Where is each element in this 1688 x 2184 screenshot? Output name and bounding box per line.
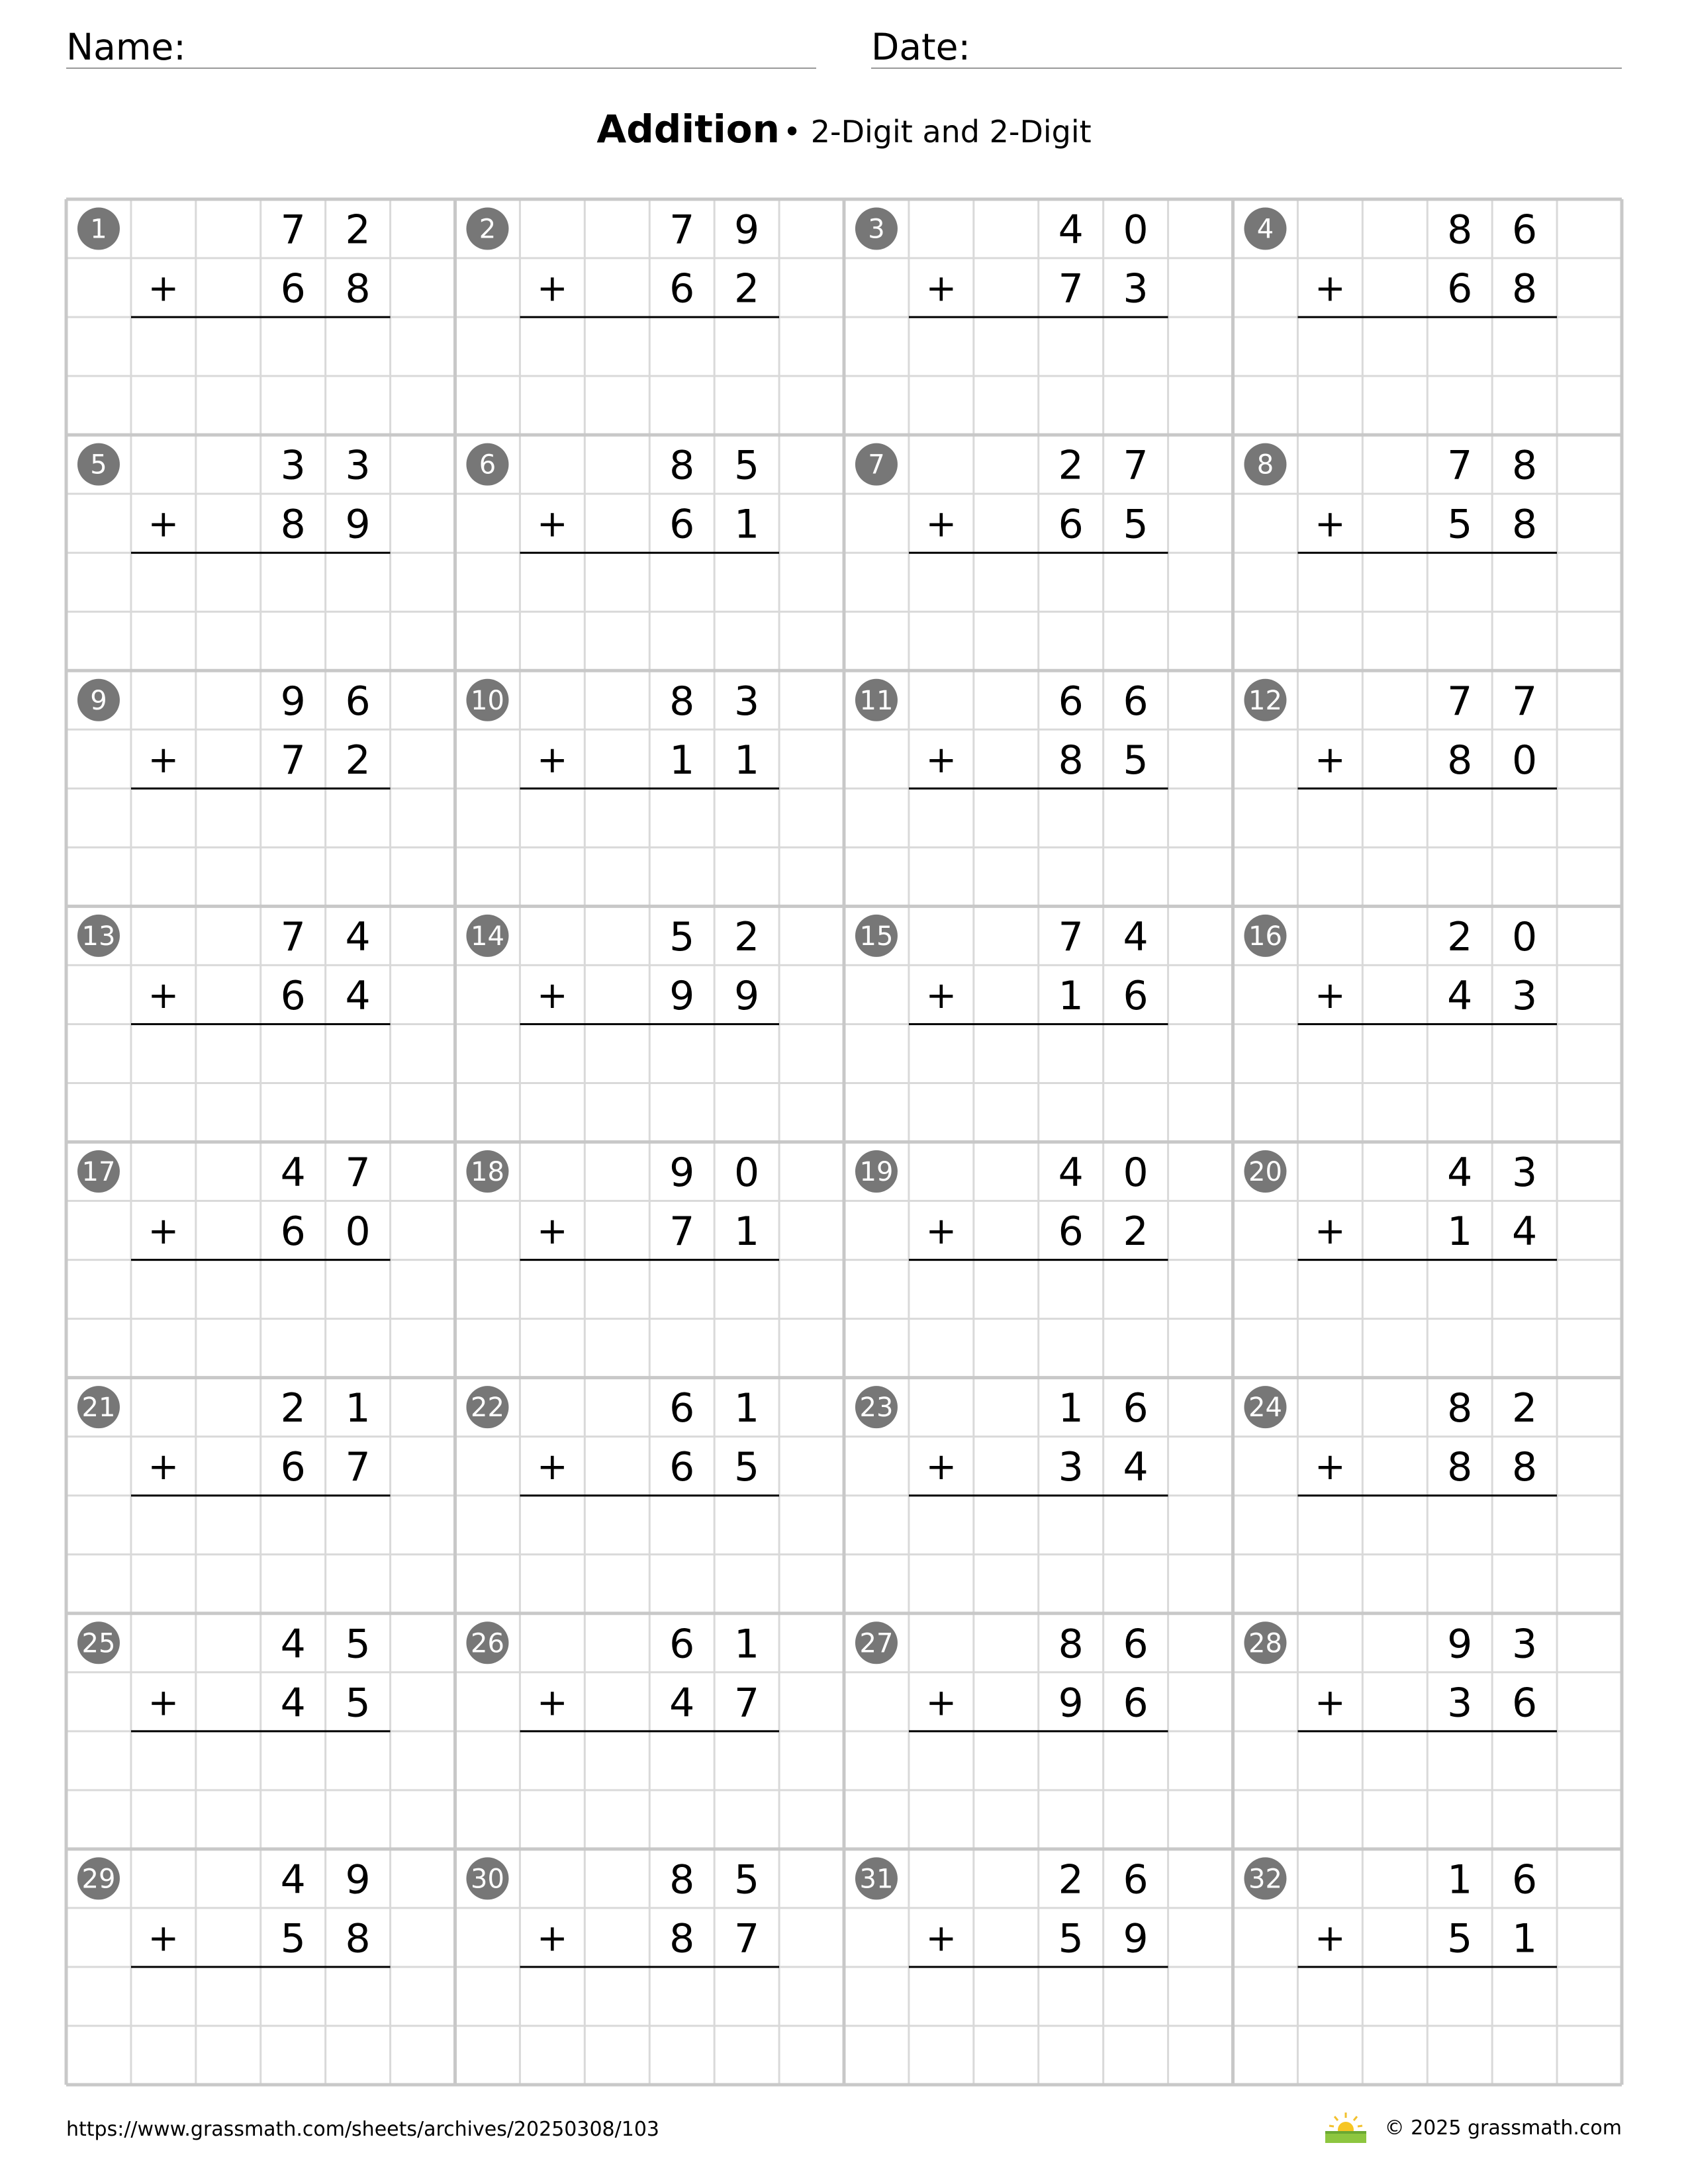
addend-top-digit: 5 [345, 1621, 371, 1668]
addend-bottom-digit: 6 [1058, 1208, 1084, 1255]
problem-number-badge [855, 1857, 898, 1899]
problem-number: 8 [1256, 449, 1274, 480]
addend-top-digit: 3 [734, 678, 760, 725]
addend-top-digit: 8 [1058, 1621, 1084, 1668]
problem-number: 15 [859, 921, 894, 952]
plus-sign: + [536, 1681, 568, 1725]
addend-top-digit: 8 [669, 442, 695, 489]
addend-top-digit: 9 [345, 1856, 371, 1903]
problem [855, 1856, 1168, 1967]
problem [466, 1385, 779, 1496]
problem-number: 18 [471, 1157, 504, 1188]
addend-bottom-digit: 7 [345, 1444, 371, 1491]
title-separator: • [782, 114, 811, 150]
addend-bottom-digit: 7 [1058, 265, 1084, 312]
addend-top-digit: 5 [734, 1856, 760, 1903]
plus-sign: + [148, 1681, 179, 1725]
plus-sign: + [925, 1445, 957, 1489]
addend-top-digit: 7 [280, 206, 306, 253]
addend-top-digit: 3 [1512, 1621, 1538, 1668]
addend-bottom-digit: 5 [1123, 737, 1149, 784]
date-label: Date: [871, 26, 970, 68]
plus-sign: + [148, 1917, 179, 1960]
problem-number-badge [77, 1386, 120, 1428]
plus-sign: + [925, 1681, 957, 1725]
problem-number: 17 [81, 1157, 116, 1188]
problem-number: 22 [471, 1392, 504, 1424]
problem [1244, 443, 1557, 553]
problem-number: 25 [81, 1628, 116, 1659]
addend-top-digit: 3 [1512, 1150, 1538, 1197]
footer-copyright: © 2025 grassmath.com [1384, 2116, 1622, 2140]
problem [77, 1621, 391, 1731]
problem [1244, 1150, 1557, 1260]
plus-sign: + [536, 1917, 568, 1960]
addend-top-digit: 4 [1058, 206, 1084, 253]
plus-sign: + [148, 1445, 179, 1489]
addend-top-digit: 6 [669, 1385, 695, 1432]
plus-sign: + [148, 502, 179, 546]
problem-number-badge [1244, 443, 1286, 486]
addend-bottom-digit: 6 [1058, 501, 1084, 548]
problem [77, 914, 391, 1024]
problem [466, 678, 779, 789]
addend-bottom-digit: 9 [669, 972, 695, 1019]
problem-number: 29 [81, 1864, 116, 1895]
plus-sign: + [925, 502, 957, 546]
problem-number-badge [77, 915, 120, 957]
addend-bottom-digit: 1 [669, 737, 695, 784]
problem-number: 23 [859, 1392, 894, 1424]
addend-top-digit: 7 [1447, 678, 1473, 725]
addend-bottom-digit: 2 [345, 737, 371, 784]
problem-number: 32 [1248, 1864, 1282, 1895]
problem-number-badge [77, 1857, 120, 1899]
problem [1244, 914, 1557, 1024]
addend-top-digit: 4 [280, 1150, 306, 1197]
problem-number-badge [1244, 679, 1286, 721]
addend-bottom-digit: 4 [1123, 1444, 1149, 1491]
problem-number-badge [77, 443, 120, 486]
addend-top-digit: 3 [280, 442, 306, 489]
problem-number: 9 [90, 685, 107, 716]
addend-bottom-digit: 1 [1447, 1208, 1473, 1255]
problem-number-badge [466, 915, 508, 957]
plus-sign: + [1314, 738, 1346, 782]
addend-top-digit: 2 [734, 913, 760, 960]
problem-number-badge [855, 915, 898, 957]
addend-bottom-digit: 6 [1512, 1680, 1538, 1727]
addend-bottom-digit: 6 [280, 972, 306, 1019]
addend-bottom-digit: 3 [1447, 1680, 1473, 1727]
addend-top-digit: 4 [1123, 913, 1149, 960]
addend-top-digit: 2 [1447, 913, 1473, 960]
title-sub: 2-Digit and 2-Digit [810, 114, 1092, 150]
addend-top-digit: 7 [1058, 913, 1084, 960]
problem [1244, 1621, 1557, 1731]
addend-bottom-digit: 5 [345, 1680, 371, 1727]
problem-number: 27 [859, 1628, 894, 1659]
addend-top-digit: 6 [1123, 678, 1149, 725]
addend-top-digit: 4 [280, 1856, 306, 1903]
addend-top-digit: 2 [1512, 1385, 1538, 1432]
plus-sign: + [1314, 267, 1346, 310]
addend-bottom-digit: 7 [280, 737, 306, 784]
addend-bottom-digit: 6 [669, 1444, 695, 1491]
problem [1244, 678, 1557, 789]
addend-top-digit: 7 [345, 1150, 371, 1197]
sun-over-grass-icon [1323, 2111, 1369, 2144]
addend-bottom-digit: 6 [1123, 972, 1149, 1019]
plus-sign: + [536, 1210, 568, 1253]
addend-top-digit: 7 [1123, 442, 1149, 489]
plus-sign: + [1314, 1445, 1346, 1489]
problem-number: 30 [471, 1864, 504, 1895]
addend-top-digit: 1 [345, 1385, 371, 1432]
problem-number-badge [855, 1621, 898, 1664]
footer-brand [1323, 2111, 1622, 2144]
addend-bottom-digit: 7 [734, 1915, 760, 1962]
addend-top-digit: 2 [1058, 442, 1084, 489]
addend-top-digit: 6 [1512, 1856, 1538, 1903]
addend-bottom-digit: 1 [1058, 972, 1084, 1019]
addend-top-digit: 5 [734, 442, 760, 489]
problem-number-badge [77, 1150, 120, 1193]
addend-bottom-digit: 1 [734, 737, 760, 784]
problem [466, 207, 779, 318]
addend-top-digit: 3 [345, 442, 371, 489]
problem [77, 1856, 391, 1967]
problem-number: 28 [1248, 1628, 1282, 1659]
addend-bottom-digit: 5 [734, 1444, 760, 1491]
problem-number-badge [1244, 1150, 1286, 1193]
problem-number-badge [466, 1857, 508, 1899]
addend-top-digit: 8 [1512, 442, 1538, 489]
addend-top-digit: 6 [345, 678, 371, 725]
addend-bottom-digit: 8 [345, 265, 371, 312]
addend-top-digit: 4 [1447, 1150, 1473, 1197]
addend-top-digit: 8 [1447, 1385, 1473, 1432]
problem-number-badge [466, 679, 508, 721]
problem-number-badge [855, 208, 898, 250]
footer-url: https://www.grassmath.com/sheets/archives/20250308/103 [66, 2118, 660, 2141]
addend-top-digit: 8 [669, 1856, 695, 1903]
addend-top-digit: 7 [280, 913, 306, 960]
name-label: Name: [66, 26, 186, 68]
addend-bottom-digit: 8 [280, 501, 306, 548]
addend-bottom-digit: 8 [1512, 1444, 1538, 1491]
plus-sign: + [536, 738, 568, 782]
problem-number: 12 [1248, 685, 1282, 716]
problem [77, 678, 391, 789]
addend-top-digit: 4 [345, 913, 371, 960]
addend-bottom-digit: 6 [669, 501, 695, 548]
problem-number-badge [77, 679, 120, 721]
problem [466, 443, 779, 553]
problem [77, 207, 391, 318]
problem [466, 1621, 779, 1731]
problem-number-badge [855, 1150, 898, 1193]
addend-bottom-digit: 7 [734, 1680, 760, 1727]
addend-top-digit: 7 [1512, 678, 1538, 725]
addend-top-digit: 2 [1058, 1856, 1084, 1903]
problem-number-badge [77, 208, 120, 250]
problem-number: 7 [868, 449, 885, 480]
plus-sign: + [536, 267, 568, 310]
addend-top-digit: 6 [669, 1621, 695, 1668]
addend-bottom-digit: 2 [734, 265, 760, 312]
addend-bottom-digit: 8 [1447, 1444, 1473, 1491]
problem-number-badge [855, 679, 898, 721]
addend-top-digit: 0 [1123, 1150, 1149, 1197]
addend-top-digit: 0 [734, 1150, 760, 1197]
problem [1244, 207, 1557, 318]
problem [1244, 1385, 1557, 1496]
addend-top-digit: 9 [734, 206, 760, 253]
plus-sign: + [148, 267, 179, 310]
addend-top-digit: 8 [1447, 206, 1473, 253]
addend-bottom-digit: 3 [1058, 1444, 1084, 1491]
addend-bottom-digit: 4 [280, 1680, 306, 1727]
addend-bottom-digit: 6 [280, 1208, 306, 1255]
problem-number-badge [466, 1621, 508, 1664]
problem-number-badge [1244, 1386, 1286, 1428]
addend-top-digit: 1 [734, 1621, 760, 1668]
addend-bottom-digit: 4 [1447, 972, 1473, 1019]
problem-number: 24 [1248, 1392, 1282, 1424]
problem [77, 1150, 391, 1260]
addend-bottom-digit: 9 [345, 501, 371, 548]
problem-number-badge [1244, 915, 1286, 957]
addend-bottom-digit: 6 [280, 265, 306, 312]
problem [77, 443, 391, 553]
plus-sign: + [148, 738, 179, 782]
plus-sign: + [148, 1210, 179, 1253]
addend-bottom-digit: 3 [1512, 972, 1538, 1019]
addend-top-digit: 7 [669, 206, 695, 253]
addend-bottom-digit: 8 [1447, 737, 1473, 784]
addend-bottom-digit: 9 [1123, 1915, 1149, 1962]
problem-number-badge [466, 208, 508, 250]
addend-bottom-digit: 5 [280, 1915, 306, 1962]
addend-bottom-digit: 8 [1512, 501, 1538, 548]
problem-number-badge [466, 1150, 508, 1193]
problem-number-badge [1244, 208, 1286, 250]
problem-number-badge [1244, 1857, 1286, 1899]
addend-bottom-digit: 8 [669, 1915, 695, 1962]
addend-top-digit: 8 [669, 678, 695, 725]
plus-sign: + [925, 267, 957, 310]
addend-bottom-digit: 1 [1512, 1915, 1538, 1962]
problem-number-badge [855, 443, 898, 486]
addend-bottom-digit: 8 [345, 1915, 371, 1962]
addend-bottom-digit: 8 [1512, 265, 1538, 312]
addend-bottom-digit: 7 [669, 1208, 695, 1255]
problem-number: 14 [471, 921, 504, 952]
addend-bottom-digit: 5 [1058, 1915, 1084, 1962]
addend-bottom-digit: 0 [1512, 737, 1538, 784]
addend-top-digit: 0 [1512, 913, 1538, 960]
addend-bottom-digit: 6 [280, 1444, 306, 1491]
problem [855, 678, 1168, 789]
plus-sign: + [148, 974, 179, 1017]
problem [855, 1385, 1168, 1496]
problem [466, 1856, 779, 1967]
plus-sign: + [536, 1445, 568, 1489]
problem-number: 21 [81, 1392, 116, 1424]
addend-bottom-digit: 4 [1512, 1208, 1538, 1255]
addend-bottom-digit: 5 [1447, 1915, 1473, 1962]
addend-bottom-digit: 8 [1058, 737, 1084, 784]
problem-number: 16 [1248, 921, 1282, 952]
plus-sign: + [1314, 1210, 1346, 1253]
problem-number: 6 [479, 449, 496, 480]
addend-top-digit: 9 [1447, 1621, 1473, 1668]
addend-bottom-digit: 9 [734, 972, 760, 1019]
addend-bottom-digit: 3 [1123, 265, 1149, 312]
problem [77, 1385, 391, 1496]
addend-top-digit: 1 [1447, 1856, 1473, 1903]
addend-top-digit: 6 [1058, 678, 1084, 725]
addend-top-digit: 2 [345, 206, 371, 253]
problem [466, 914, 779, 1024]
addend-top-digit: 7 [1447, 442, 1473, 489]
addend-top-digit: 0 [1123, 206, 1149, 253]
problem-number: 11 [859, 685, 894, 716]
problem-number-badge [1244, 1621, 1286, 1664]
problem-number: 2 [479, 214, 496, 245]
problem-number: 26 [471, 1628, 504, 1659]
addend-bottom-digit: 5 [1447, 501, 1473, 548]
problem-number-badge [466, 443, 508, 486]
problem-number-badge [466, 1386, 508, 1428]
addend-top-digit: 4 [280, 1621, 306, 1668]
addend-bottom-digit: 5 [1123, 501, 1149, 548]
addend-top-digit: 6 [1123, 1621, 1149, 1668]
plus-sign: + [925, 1917, 957, 1960]
addend-top-digit: 5 [669, 913, 695, 960]
addend-top-digit: 2 [280, 1385, 306, 1432]
problem-number: 3 [868, 214, 885, 245]
addend-bottom-digit: 6 [1447, 265, 1473, 312]
addend-top-digit: 1 [734, 1385, 760, 1432]
plus-sign: + [1314, 1681, 1346, 1725]
addend-bottom-digit: 0 [345, 1208, 371, 1255]
addend-bottom-digit: 6 [1123, 1680, 1149, 1727]
problem-number: 13 [81, 921, 116, 952]
problem [855, 914, 1168, 1024]
addend-top-digit: 6 [1123, 1856, 1149, 1903]
problem-number: 4 [1256, 214, 1274, 245]
problem-number-badge [855, 1386, 898, 1428]
addend-bottom-digit: 4 [669, 1680, 695, 1727]
addend-top-digit: 6 [1123, 1385, 1149, 1432]
addend-top-digit: 9 [280, 678, 306, 725]
problem [855, 207, 1168, 318]
problem-number: 5 [90, 449, 107, 480]
addend-bottom-digit: 9 [1058, 1680, 1084, 1727]
problem-number: 1 [90, 214, 107, 245]
plus-sign: + [925, 738, 957, 782]
problem [1244, 1856, 1557, 1967]
plus-sign: + [1314, 974, 1346, 1017]
problem [855, 1150, 1168, 1260]
addend-bottom-digit: 1 [734, 1208, 760, 1255]
addend-bottom-digit: 1 [734, 501, 760, 548]
plus-sign: + [925, 1210, 957, 1253]
title-main: Addition [596, 107, 780, 152]
problem [855, 1621, 1168, 1731]
addend-bottom-digit: 6 [669, 265, 695, 312]
problem-number-badge [77, 1621, 120, 1664]
addend-top-digit: 6 [1512, 206, 1538, 253]
plus-sign: + [536, 974, 568, 1017]
problem-number: 10 [471, 685, 504, 716]
addend-bottom-digit: 4 [345, 972, 371, 1019]
plus-sign: + [1314, 502, 1346, 546]
addend-bottom-digit: 2 [1123, 1208, 1149, 1255]
addend-top-digit: 1 [1058, 1385, 1084, 1432]
plus-sign: + [925, 974, 957, 1017]
addend-top-digit: 4 [1058, 1150, 1084, 1197]
problem-number: 31 [859, 1864, 894, 1895]
problem-number: 20 [1248, 1157, 1282, 1188]
plus-sign: + [536, 502, 568, 546]
problem [466, 1150, 779, 1260]
problem [855, 443, 1168, 553]
plus-sign: + [1314, 1917, 1346, 1960]
addend-top-digit: 9 [669, 1150, 695, 1197]
problem-number: 19 [859, 1157, 894, 1188]
